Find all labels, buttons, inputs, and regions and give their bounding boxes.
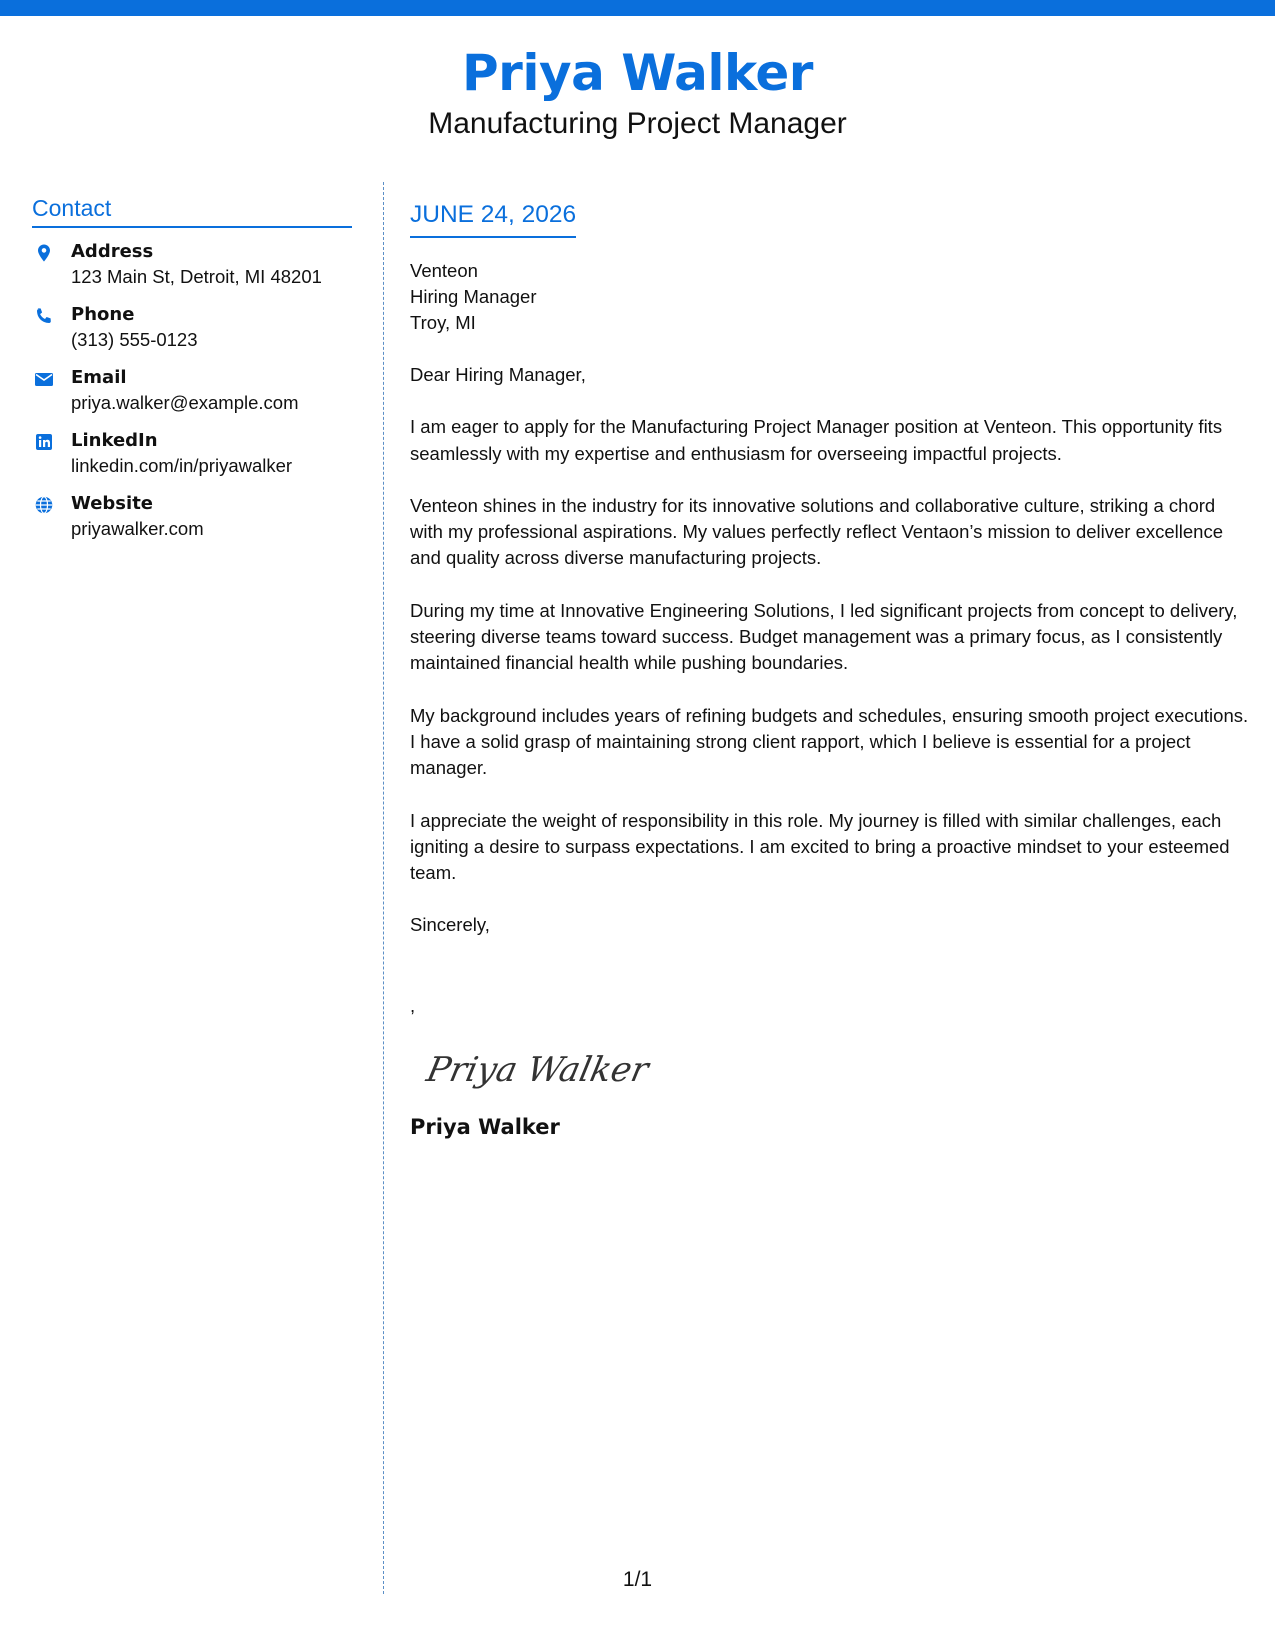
linkedin-value[interactable]: linkedin.com/in/priyawalker <box>71 455 293 476</box>
contact-label: Website <box>71 493 154 514</box>
contact-label: Phone <box>71 304 135 325</box>
recipient-role: Hiring Manager <box>410 286 537 307</box>
contact-sidebar <box>32 194 352 543</box>
phone-icon <box>34 306 54 326</box>
recipient-location: Troy, MI <box>410 312 476 333</box>
website-value[interactable]: priyawalker.com <box>71 518 204 539</box>
linkedin-icon <box>34 432 54 452</box>
contact-item-website <box>32 492 352 543</box>
body-paragraph: I appreciate the weight of responsibility in this role. My journey is filled with similar challenges, each igniting a desire to surpass expectations. I am excited to bring a proactive mindset to your esteemed team. <box>410 809 1230 884</box>
date-block <box>410 200 576 238</box>
recipient-block <box>410 258 1250 336</box>
envelope-icon <box>34 369 54 389</box>
closing: Sincerely, <box>410 914 490 936</box>
body-paragraph: During my time at Innovative Engineering Solutions, I led significant projects from concept to delivery, steering diverse teams toward success. Budget management was a primary focus, as I consistently maintained financial health while pushing boundaries. <box>410 599 1238 674</box>
contact-label: LinkedIn <box>71 430 158 451</box>
letter-date: JUNE 24, 2026 <box>410 201 577 228</box>
contact-item-email <box>32 366 352 417</box>
contact-item-linkedin <box>32 429 352 480</box>
contact-heading: Contact <box>32 194 352 228</box>
page-number: 1/1 <box>622 1568 653 1591</box>
handwritten-signature <box>420 1039 670 1099</box>
column-divider <box>383 182 384 1594</box>
phone-value: (313) 555-0123 <box>71 329 198 350</box>
body-paragraph: Venteon shines in the industry for its innovative solutions and collaborative culture, striking a chord with my professional aspirations. My values perfectly reflect Ventaon’s mission to deliver excellence and quality across diverse manufacturing projects. <box>410 494 1224 569</box>
top-accent-bar <box>0 0 1275 16</box>
body-paragraph: My background includes years of refining budgets and schedules, ensuring smooth project executions. I have a solid grasp of maintaining strong client rapport, which I believe is essential for a project manager. <box>410 704 1249 779</box>
body-paragraph: I am eager to apply for the Manufacturing Project Manager position at Venteon. This opportunity fits seamlessly with my expertise and enthusiasm for overseeing impactful projects. <box>410 416 1223 464</box>
salutation: Dear Hiring Manager, <box>410 364 586 385</box>
applicant-title: Manufacturing Project Manager <box>428 107 847 140</box>
recipient-company: Venteon <box>410 260 478 281</box>
letter-header <box>0 40 1275 142</box>
email-value[interactable]: priya.walker@example.com <box>71 392 299 413</box>
contact-item-address <box>32 240 352 291</box>
letter-body <box>410 200 1250 1141</box>
contact-label: Address <box>71 241 154 262</box>
signature-script: Priya Walker <box>423 1050 652 1090</box>
contact-item-phone <box>32 303 352 354</box>
signed-name: Priya Walker <box>410 1114 560 1139</box>
comma-line: , <box>410 994 416 1016</box>
address-value: 123 Main St, Detroit, MI 48201 <box>71 266 322 287</box>
globe-icon <box>34 495 54 515</box>
contact-label: Email <box>71 367 127 388</box>
applicant-name: Priya Walker <box>462 44 813 102</box>
location-pin-icon <box>34 243 54 263</box>
